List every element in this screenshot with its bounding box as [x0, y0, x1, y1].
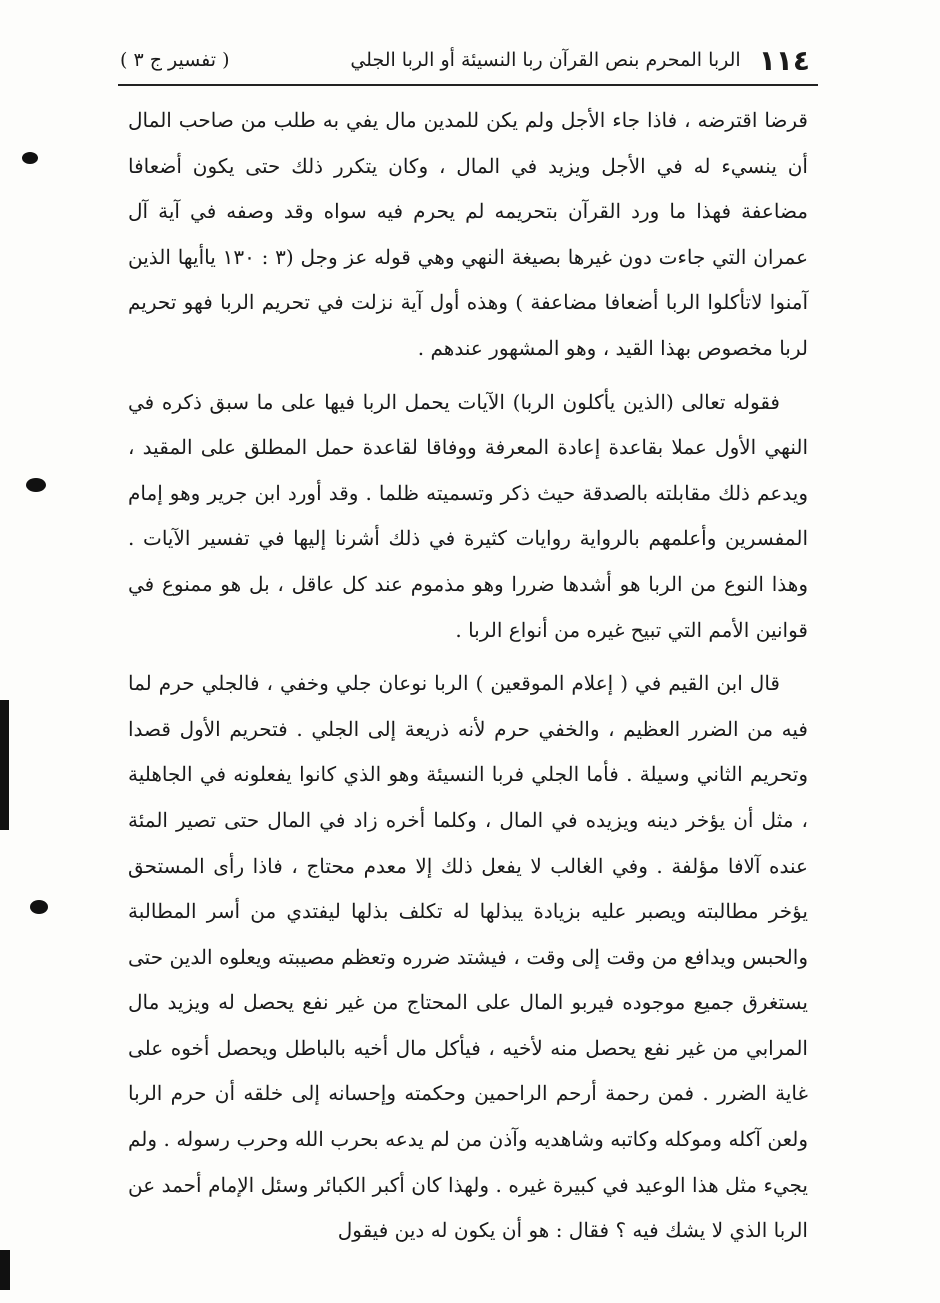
scan-edge-mark: [0, 1250, 10, 1290]
scan-edge-mark: [0, 700, 9, 830]
page-header: [120, 38, 810, 82]
paragraph-3: قال ابن القيم في ( إعلام الموقعين ) الربا نوعان جلي وخفي ، فالجلي حرم لما فيه من الضرر العظيم ، والخفي حرم لأنه ذريعة إلى الجلي . فتحريم الأول قصدا وتحريم الثاني وسيلة . فأما الجلي فربا النسيئة وهو الذي كانوا يفعلونه في الجاهلية ، مثل أن يؤخر دينه ويزيده في المال ، وكلما أخره زاد في المال حتى تصير المئة عنده آلافا مؤلفة . وفي الغالب لا يفعل ذلك إلا معدم محتاج ، فاذا رأى المستحق يؤخر مطالبته ويصبر عليه بزيادة يبذلها له تكلف بذلها ليفتدي من أسر المطالبة والحبس ويدافع من وقت إلى وقت ، فيشتد ضرره وتعظم مصيبته ويعلوه الدين حتى يستغرق جميع موجوده فيربو المال على المحتاج من غير نفع يحصل له ويزيد مال المرابي من غير نفع يحصل منه لأخيه ، فيأكل مال أخيه بالباطل ويحصل أخوه على غاية الضرر . فمن رحمة أرحم الراحمين وحكمته وإحسانه إلى خلقه أن حرم الربا ولعن آكله وموكله وكاتبه وشاهديه وآذن من لم يدعه بحرب الله وحرب رسوله . ولم يجيء مثل هذا الوعيد في كبيرة غيره . ولهذا كان أكبر الكبائر وسئل الإمام أحمد عن الربا الذي لا يشك فيه ؟ فقال : هو أن يكون له دين فيقول: [128, 671, 808, 1243]
running-title: الربا المحرم بنص القرآن ربا النسيئة أو الربا الجلي: [350, 49, 741, 71]
paragraph-1: قرضا اقترضه ، فاذا جاء الأجل ولم يكن للمدين مال يفي به طلب من صاحب المال أن ينسيء له في الأجل ويزيد في المال ، وكان يتكرر ذلك حتى يكون أضعافا مضاعفة فهذا ما ورد القرآن بتحريمه لم يحرم فيه سواه وقد وصفه في آية آل عمران التي جاءت دون غيرها بصيغة النهي وهي قوله عز وجل (٣ : ١٣٠ ياأيها الذين آمنوا لاتأكلوا الربا أضعافا مضاعفة ) وهذه أول آية نزلت في تحريم الربا فهو تحريم لربا مخصوص بهذا القيد ، وهو المشهور عندهم .: [128, 108, 809, 360]
scan-speck: [22, 152, 38, 164]
scan-speck: [30, 900, 48, 914]
page-number: ١١٤: [758, 43, 810, 77]
section-reference: ( تفسير ج ٣ ): [120, 49, 230, 71]
body-text: [128, 98, 808, 1254]
scan-speck: [26, 478, 46, 492]
header-rule: [118, 84, 818, 86]
paragraph-2: فقوله تعالى (الذين يأكلون الربا) الآيات يحمل الربا فيها على ما سبق ذكره في النهي الأول عملا بقاعدة إعادة المعرفة ووفاقا لقاعدة حمل المطلق على المقيد ، ويدعم ذلك مقابلته بالصدقة حيث ذكر وتسميته ظلما . وقد أورد ابن جرير وهو إمام المفسرين وأعلمهم بالرواية روايات كثيرة في ذلك أشرنا إليها في تفسير الآيات . وهذا النوع من الربا هو أشدها ضررا وهو مذموم عند كل عاقل ، بل هو ممنوع في قوانين الأمم التي تبيح غيره من أنواع الربا .: [128, 389, 808, 642]
